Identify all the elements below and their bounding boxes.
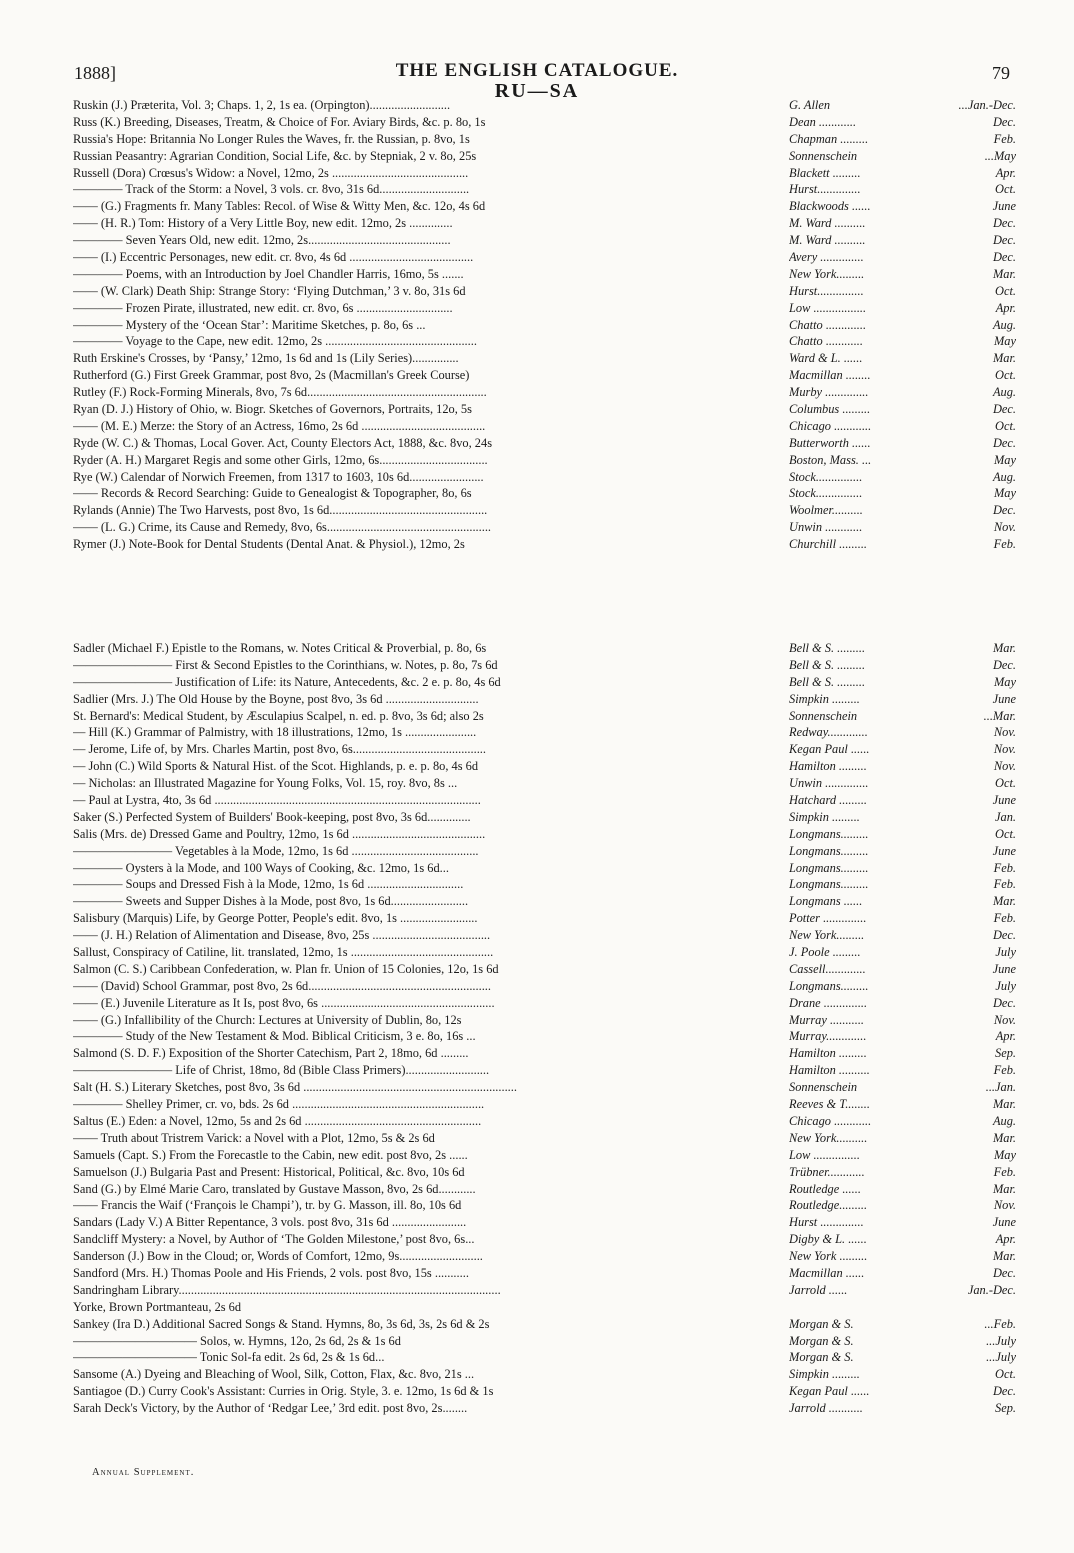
entry-title: Russian Peasantry: Agrarian Condition, Social Life, &c. by Stepniak, 2 v. 8o, 25s bbox=[73, 148, 477, 163]
entry-publisher: Blackett ......... bbox=[789, 165, 861, 180]
entry-title: ———— Poems, with an Introduction by Joel Chandler Harris, 16mo, 5s ....... bbox=[73, 266, 464, 281]
entry-title: —— (W. Clark) Death Ship: Strange Story: ‘Flying Dutchman,’ 3 v. 8o, 31s 6d bbox=[73, 283, 466, 298]
entry-date: June bbox=[992, 691, 1016, 706]
entry-title: —— (I.) Eccentric Personages, new edit. cr. 8vo, 4s 6d ........................................ bbox=[73, 250, 474, 265]
entry-title: — Hill (K.) Grammar of Palmistry, with 18 illustrations, 12mo, 1s ....................... bbox=[73, 725, 477, 740]
entry-date: May bbox=[993, 674, 1016, 689]
entry-date: Feb. bbox=[993, 131, 1016, 146]
entry-title: Salisbury (Marquis) Life, by George Potter, People's edit. 8vo, 1s ......................... bbox=[73, 911, 478, 926]
catalogue-entry bbox=[73, 1147, 1018, 1164]
entry-publisher: Blackwoods ...... bbox=[789, 199, 871, 214]
entry-publisher: Stock............... bbox=[789, 469, 863, 484]
entry-publisher: Avery .............. bbox=[789, 250, 864, 265]
entry-title: —— (David) School Grammar, post 8vo, 2s 6d........................................................... bbox=[73, 978, 492, 993]
entry-title: St. Bernard's: Medical Student, by Æsculapius Scalpel, n. ed. p. 8vo, 3s 6d; also 2s bbox=[73, 708, 484, 723]
entry-date: Dec. bbox=[992, 1384, 1016, 1399]
entry-date: Oct. bbox=[995, 182, 1016, 197]
catalogue-entry bbox=[73, 741, 1018, 758]
entry-title: Ryde (W. C.) & Thomas, Local Gover. Act, County Electors Act, 1888, &c. 8vo, 24s bbox=[73, 435, 493, 450]
catalogue-entry bbox=[73, 536, 1018, 553]
catalogue-entry bbox=[73, 961, 1018, 978]
entry-date: Oct. bbox=[995, 776, 1016, 791]
entry-publisher: Murray............. bbox=[789, 1029, 867, 1044]
entry-title: Sandcliff Mystery: a Novel, by Author of ‘The Golden Milestone,’ post 8vo, 6s... bbox=[73, 1232, 475, 1247]
entry-date: Sep. bbox=[995, 1401, 1016, 1416]
entry-date: ...Jan. bbox=[985, 1080, 1016, 1095]
entry-publisher: Longmans......... bbox=[789, 843, 869, 858]
catalogue-entry bbox=[73, 469, 1018, 486]
catalogue-entry bbox=[73, 367, 1018, 384]
entry-title: Samuels (Capt. S.) From the Forecastle to the Cabin, new edit. post 8vo, 2s ...... bbox=[73, 1147, 468, 1162]
entry-publisher: Hamilton ......... bbox=[789, 1046, 867, 1061]
entry-publisher: Sonnenschein bbox=[789, 1080, 858, 1095]
entry-title: Salis (Mrs. de) Dressed Game and Poultry, 12mo, 1s 6d ........................................... bbox=[73, 826, 486, 841]
entry-date: Mar. bbox=[992, 1249, 1016, 1264]
entry-title: —— (M. E.) Merze: the Story of an Actress, 16mo, 2s 6d ........................................ bbox=[73, 418, 486, 433]
entry-publisher: Morgan & S. bbox=[789, 1333, 854, 1348]
entry-publisher: Columbus ......... bbox=[789, 402, 871, 417]
catalogue-entry bbox=[73, 1062, 1018, 1079]
catalogue-entry bbox=[73, 860, 1018, 877]
catalogue-entry bbox=[73, 333, 1018, 350]
entry-publisher: Simpkin ......... bbox=[789, 809, 860, 824]
entry-date: Feb. bbox=[993, 911, 1016, 926]
entry-title: Sadlier (Mrs. J.) The Old House by the Boyne, post 8vo, 3s 6d .............................. bbox=[73, 691, 479, 706]
catalogue-entry bbox=[73, 97, 1018, 114]
entry-date: July bbox=[995, 978, 1016, 993]
page-number: 79 bbox=[992, 63, 1010, 83]
entry-date: Nov. bbox=[993, 520, 1016, 535]
entry-publisher: Macmillan ........ bbox=[789, 368, 871, 383]
entry-title: Sandars (Lady V.) A Bitter Repentance, 3 vols. post 8vo, 31s 6d ........................ bbox=[73, 1215, 467, 1230]
catalogue-entry bbox=[73, 384, 1018, 401]
entry-date: Nov. bbox=[993, 725, 1016, 740]
entry-publisher: Sonnenschein bbox=[789, 148, 858, 163]
catalogue-entry bbox=[73, 1231, 1018, 1248]
entry-title: ———— Soups and Dressed Fish à la Mode, 12mo, 1s 6d ............................... bbox=[73, 877, 464, 892]
catalogue-entry bbox=[73, 1028, 1018, 1045]
entry-publisher: Bell & S. ......... bbox=[789, 657, 866, 672]
entry-date: Aug. bbox=[992, 317, 1016, 332]
catalogue-entry bbox=[73, 1349, 1018, 1366]
catalogue-entry bbox=[73, 640, 1018, 657]
entry-publisher: Churchill ......... bbox=[789, 537, 868, 552]
catalogue-entry bbox=[73, 283, 1018, 300]
entry-title: —— (G.) Infallibility of the Church: Lectures at University of Dublin, 8o, 12s bbox=[73, 1012, 462, 1027]
entry-title: ———— Voyage to the Cape, new edit. 12mo, 2s ................................................. bbox=[73, 334, 477, 349]
entry-publisher: Macmillan ...... bbox=[789, 1265, 865, 1280]
entry-title: Salmon (C. S.) Caribbean Confederation, w. Plan fr. Union of 15 Colonies, 12o, 1s 6d bbox=[73, 961, 499, 976]
entry-date: Oct. bbox=[995, 418, 1016, 433]
catalogue-entry bbox=[73, 198, 1018, 215]
entry-title: ———— Mystery of the ‘Ocean Star’: Maritime Sketches, p. 8o, 6s ... bbox=[73, 317, 426, 332]
entry-title: — Paul at Lystra, 4to, 3s 6d ...................................................................................... bbox=[73, 793, 481, 808]
entry-title: ———— Study of the New Testament & Mod. Biblical Criticism, 3 e. 8o, 16s ... bbox=[73, 1029, 476, 1044]
entry-publisher: Chatto ............ bbox=[789, 334, 864, 349]
entry-publisher: Hurst.............. bbox=[789, 182, 861, 197]
entry-title: Samuelson (J.) Bulgaria Past and Present: Historical, Political, &c. 8vo, 10s 6d bbox=[73, 1164, 465, 1179]
entry-title: Sallust, Conspiracy of Catiline, lit. translated, 12mo, 1s .............................................. bbox=[73, 945, 494, 960]
entry-date: Dec. bbox=[992, 435, 1016, 450]
entry-publisher: G. Allen bbox=[789, 98, 831, 112]
entry-publisher: Stock............... bbox=[789, 486, 863, 501]
entry-title: Sansome (A.) Dyeing and Bleaching of Wool, Silk, Cotton, Flax, &c. 8vo, 21s ... bbox=[73, 1367, 475, 1382]
catalogue-entry bbox=[73, 1366, 1018, 1383]
entry-publisher: Simpkin ......... bbox=[789, 691, 860, 706]
entry-date: Dec. bbox=[992, 114, 1016, 129]
entry-date: Nov. bbox=[993, 742, 1016, 757]
entry-title: Sandford (Mrs. H.) Thomas Poole and His Friends, 2 vols. post 8vo, 15s ........... bbox=[73, 1265, 469, 1280]
catalogue-entry bbox=[73, 1113, 1018, 1130]
entry-date: Mar. bbox=[992, 641, 1016, 655]
catalogue-entry bbox=[73, 927, 1018, 944]
entry-publisher: Bell & S. ......... bbox=[789, 641, 866, 655]
entry-publisher: Dean ............ bbox=[789, 114, 857, 129]
entry-title: Sanderson (J.) Bow in the Cloud; or, Words of Comfort, 12mo, 9s........................... bbox=[73, 1249, 483, 1264]
entry-date: Apr. bbox=[995, 1232, 1016, 1247]
catalogue-entry bbox=[73, 452, 1018, 469]
catalogue-entry bbox=[73, 300, 1018, 317]
entry-date: Mar. bbox=[992, 1181, 1016, 1196]
catalogue-entry bbox=[73, 1265, 1018, 1282]
entry-publisher: Chapman ......... bbox=[789, 131, 869, 146]
catalogue-entry bbox=[73, 657, 1018, 674]
entry-publisher: Sonnenschein bbox=[789, 708, 858, 723]
entry-publisher: Digby & L. ...... bbox=[789, 1232, 867, 1247]
entry-title: Rymer (J.) Note-Book for Dental Students (Dental Anat. & Physiol.), 12mo, 2s bbox=[73, 537, 465, 552]
entry-title: Rutley (F.) Rock-Forming Minerals, 8vo, 7s 6d.......................................................... bbox=[73, 385, 487, 400]
entry-title: Ryder (A. H.) Margaret Regis and some other Girls, 12mo, 6s................................... bbox=[73, 452, 488, 467]
catalogue-entry bbox=[73, 215, 1018, 232]
entry-date: ...May bbox=[984, 148, 1016, 163]
catalogue-entry bbox=[73, 1383, 1018, 1400]
entry-date: Apr. bbox=[995, 1029, 1016, 1044]
entry-title: Sand (G.) by Elmé Marie Caro, translated by Gustave Masson, 8vo, 2s 6d............ bbox=[73, 1181, 476, 1196]
entry-date: Feb. bbox=[993, 1164, 1016, 1179]
header-title: THE ENGLISH CATALOGUE. bbox=[395, 60, 679, 81]
footer-note: Annual Supplement. bbox=[92, 1467, 195, 1478]
catalogue-entry bbox=[73, 978, 1018, 995]
entry-title: Yorke, Brown Portmanteau, 2s 6d bbox=[73, 1299, 242, 1314]
catalogue-entry bbox=[73, 995, 1018, 1012]
entry-title: —————————— Tonic Sol-fa edit. 2s 6d, 2s & 1s 6d... bbox=[73, 1350, 385, 1365]
entry-publisher: Ward & L. ...... bbox=[789, 351, 863, 366]
entry-title: Sankey (Ira D.) Additional Sacred Songs & Stand. Hymns, 8o, 3s 6d, 3s, 2s 6d & 2s bbox=[73, 1316, 490, 1331]
entry-date: ...Feb. bbox=[984, 1316, 1016, 1331]
catalogue-entry bbox=[73, 843, 1018, 860]
entry-publisher: New York ......... bbox=[789, 1249, 868, 1264]
entry-publisher: Unwin .............. bbox=[789, 776, 869, 791]
catalogue-entry bbox=[73, 826, 1018, 843]
entry-date: Aug. bbox=[992, 1113, 1016, 1128]
entry-date: Nov. bbox=[993, 1198, 1016, 1213]
entry-date: Nov. bbox=[993, 1012, 1016, 1027]
catalogue-entry bbox=[73, 232, 1018, 249]
entry-title: —— (G.) Fragments fr. Many Tables: Recol. of Wise & Witty Men, &c. 12o, 4s 6d bbox=[73, 199, 486, 214]
catalogue-entry bbox=[73, 1130, 1018, 1147]
entry-date: Mar. bbox=[992, 266, 1016, 281]
catalogue-entry bbox=[73, 1096, 1018, 1113]
entry-date: Dec. bbox=[992, 995, 1016, 1010]
catalogue-entry bbox=[73, 1400, 1018, 1417]
entry-publisher: Low ................. bbox=[789, 300, 867, 315]
catalogue-entry bbox=[73, 691, 1018, 708]
entry-publisher: Hurst............... bbox=[789, 283, 864, 298]
entry-publisher: Trübner............ bbox=[789, 1164, 865, 1179]
catalogue-entry bbox=[73, 418, 1018, 435]
entry-title: Saltus (E.) Eden: a Novel, 12mo, 5s and 2s 6d ......................................................... bbox=[73, 1113, 482, 1128]
entry-publisher: Chicago ............ bbox=[789, 418, 872, 433]
entry-date: ...Mar. bbox=[983, 708, 1016, 723]
catalogue-entry bbox=[73, 910, 1018, 927]
entry-title: —————————— Solos, w. Hymns, 12o, 2s 6d, 2s & 1s 6d bbox=[73, 1333, 401, 1348]
entry-date: ...July bbox=[986, 1333, 1016, 1348]
entry-title: Sarah Deck's Victory, by the Author of ‘Redgar Lee,’ 3rd edit. post 8vo, 2s........ bbox=[73, 1401, 468, 1416]
entry-title: —— Records & Record Searching: Guide to Genealogist & Topographer, 8o, 6s bbox=[73, 486, 472, 501]
entry-date: Oct. bbox=[995, 1367, 1016, 1382]
entry-date: Mar. bbox=[992, 1130, 1016, 1145]
entry-title: —— (E.) Juvenile Literature as It Is, post 8vo, 6s ........................................................ bbox=[73, 995, 495, 1010]
entry-date: Dec. bbox=[992, 503, 1016, 518]
entry-date: Feb. bbox=[993, 537, 1016, 552]
entry-publisher: Jarrold ...... bbox=[789, 1282, 848, 1297]
entry-date: June bbox=[992, 843, 1016, 858]
entry-publisher: Low ............... bbox=[789, 1147, 860, 1162]
catalogue-entry bbox=[73, 792, 1018, 809]
entry-publisher: Kegan Paul ...... bbox=[789, 1384, 870, 1399]
catalogue-entry bbox=[73, 317, 1018, 334]
entry-publisher: Boston, Mass. ... bbox=[789, 452, 872, 467]
catalogue-entry bbox=[73, 266, 1018, 283]
catalogue-entry bbox=[73, 1079, 1018, 1096]
entry-publisher: Drane .............. bbox=[789, 995, 868, 1010]
entry-date: Mar. bbox=[992, 894, 1016, 909]
entries-bottom bbox=[73, 640, 1018, 1417]
entry-publisher: M. Ward .......... bbox=[789, 216, 866, 231]
entry-date: May bbox=[993, 452, 1016, 467]
entry-date: Dec. bbox=[992, 1265, 1016, 1280]
entry-date: Dec. bbox=[992, 233, 1016, 248]
entry-date: ...July bbox=[986, 1350, 1016, 1365]
entry-title: ———— Seven Years Old, new edit. 12mo, 2s.............................................. bbox=[73, 233, 451, 248]
section-heading: RU—SA bbox=[494, 80, 580, 102]
entry-date: Dec. bbox=[992, 216, 1016, 231]
entry-title: ———————— Life of Christ, 18mo, 8d (Bible Class Primers)........................... bbox=[73, 1063, 490, 1078]
entries-top bbox=[73, 97, 1018, 553]
entry-title: ———————— Vegetables à la Mode, 12mo, 1s 6d ......................................... bbox=[73, 843, 479, 858]
entry-publisher: Unwin ............ bbox=[789, 520, 863, 535]
entry-publisher: Hurst .............. bbox=[789, 1215, 864, 1230]
entry-title: Saker (S.) Perfected System of Builders' Book-keeping, post 8vo, 3s 6d.............. bbox=[73, 809, 471, 824]
entry-date: May bbox=[993, 1147, 1016, 1162]
catalogue-entry bbox=[73, 1012, 1018, 1029]
entry-title: —— (H. R.) Tom: History of a Very Little Boy, new edit. 12mo, 2s .............. bbox=[73, 216, 453, 231]
entry-title: — John (C.) Wild Sports & Natural Hist. of the Scot. Highlands, p. e. p. 8o, 4s 6d bbox=[73, 759, 479, 774]
entry-publisher: M. Ward .......... bbox=[789, 233, 866, 248]
catalogue-entry bbox=[73, 1248, 1018, 1265]
entry-date: June bbox=[992, 961, 1016, 976]
catalogue-entry bbox=[73, 519, 1018, 536]
entry-publisher: Routledge......... bbox=[789, 1198, 868, 1213]
entry-publisher: Redway............. bbox=[789, 725, 868, 740]
catalogue-entry bbox=[73, 893, 1018, 910]
entry-publisher: Potter .............. bbox=[789, 911, 867, 926]
entry-title: —— Francis the Waif (‘François le Champi’), tr. by G. Masson, ill. 8o, 10s 6d bbox=[73, 1198, 462, 1213]
entry-publisher: Butterworth ...... bbox=[789, 435, 871, 450]
catalogue-entry bbox=[73, 350, 1018, 367]
entry-date: Oct. bbox=[995, 283, 1016, 298]
entry-title: Ruth Erskine's Crosses, by ‘Pansy,’ 12mo, 1s 6d and 1s (Lily Series)............... bbox=[73, 351, 459, 366]
entry-date: Feb. bbox=[993, 860, 1016, 875]
entry-title: Salt (H. S.) Literary Sketches, post 8vo, 3s 6d ..................................................................... bbox=[73, 1080, 517, 1095]
entry-date: Apr. bbox=[995, 300, 1016, 315]
catalogue-entry bbox=[73, 1164, 1018, 1181]
entry-title: Salmond (S. D. F.) Exposition of the Shorter Catechism, Part 2, 18mo, 6d ......... bbox=[73, 1046, 469, 1061]
entry-date: June bbox=[992, 793, 1016, 808]
entry-publisher: Murray ........... bbox=[789, 1012, 865, 1027]
entry-date: Feb. bbox=[993, 877, 1016, 892]
entry-publisher: Longmans ...... bbox=[789, 894, 863, 909]
entry-publisher: Chatto ............. bbox=[789, 317, 867, 332]
entry-date: Dec. bbox=[992, 928, 1016, 943]
entry-title: Russ (K.) Breeding, Diseases, Treatm, & Choice of For. Aviary Birds, &c. p. 8o, 1s bbox=[73, 114, 486, 129]
entry-title: Russia's Hope: Britannia No Longer Rules the Waves, fr. the Russian, p. 8vo, 1s bbox=[73, 131, 470, 146]
catalogue-entry bbox=[73, 148, 1018, 165]
entry-date: Mar. bbox=[992, 1097, 1016, 1112]
entry-date: May bbox=[993, 334, 1016, 349]
entry-date: Apr. bbox=[995, 165, 1016, 180]
catalogue-entry bbox=[73, 876, 1018, 893]
entry-publisher: New York......... bbox=[789, 266, 865, 281]
entry-date: Jan. bbox=[995, 809, 1016, 824]
entry-publisher: Reeves & T........ bbox=[789, 1097, 870, 1112]
entry-title: ———— Track of the Storm: a Novel, 3 vols. cr. 8vo, 31s 6d............................. bbox=[73, 182, 470, 197]
entry-publisher: Cassell............. bbox=[789, 961, 866, 976]
entry-date: ...Jan.-Dec. bbox=[958, 98, 1016, 112]
entry-title: — Jerome, Life of, by Mrs. Charles Martin, post 8vo, 6s........................................... bbox=[73, 742, 486, 757]
entry-publisher: Hamilton .......... bbox=[789, 1063, 870, 1078]
entry-date: June bbox=[992, 1215, 1016, 1230]
entry-date: Jan.-Dec. bbox=[967, 1282, 1016, 1297]
entry-date: June bbox=[992, 199, 1016, 214]
entry-title: Santiagoe (D.) Curry Cook's Assistant: Curries in Orig. Style, 3. e. 12mo, 1s 6d & 1s bbox=[73, 1384, 494, 1399]
entry-date: July bbox=[995, 945, 1016, 960]
entry-title: Rylands (Annie) The Two Harvests, post 8vo, 1s 6d................................................... bbox=[73, 503, 488, 518]
entry-title: Ruskin (J.) Præterita, Vol. 3; Chaps. 1, 2, 1s ea. (Orpington).......................... bbox=[73, 98, 451, 112]
entry-title: Rutherford (G.) First Greek Grammar, post 8vo, 2s (Macmillan's Greek Course) bbox=[73, 368, 470, 383]
entry-date: Oct. bbox=[995, 826, 1016, 841]
entry-publisher: Kegan Paul ...... bbox=[789, 742, 870, 757]
entry-publisher: Hamilton ......... bbox=[789, 759, 867, 774]
entry-publisher: New York......... bbox=[789, 928, 865, 943]
catalogue-entry bbox=[73, 1181, 1018, 1198]
entry-date: Sep. bbox=[995, 1046, 1016, 1061]
entry-publisher: Bell & S. ......... bbox=[789, 674, 866, 689]
entry-title: ———— Oysters à la Mode, and 100 Ways of Cooking, &c. 12mo, 1s 6d... bbox=[73, 860, 449, 875]
entry-title: —— Truth about Tristrem Varick: a Novel with a Plot, 12mo, 5s & 2s 6d bbox=[73, 1130, 435, 1145]
entry-title: ———— Shelley Primer, cr. vo, bds. 2s 6d .............................................................. bbox=[73, 1097, 485, 1112]
entry-title: ———— Frozen Pirate, illustrated, new edit. cr. 8vo, 6s ............................... bbox=[73, 300, 453, 315]
catalogue-entry bbox=[73, 249, 1018, 266]
catalogue-entry bbox=[73, 114, 1018, 131]
catalogue-entry bbox=[73, 1316, 1018, 1333]
entry-title: ———————— Justification of Life: its Nature, Antecedents, &c. 2 e. p. 8o, 4s 6d bbox=[73, 674, 501, 689]
entry-publisher: Hatchard ......... bbox=[789, 793, 868, 808]
entry-publisher: J. Poole ......... bbox=[789, 945, 861, 960]
entry-publisher: Jarrold ........... bbox=[789, 1401, 863, 1416]
catalogue-entry bbox=[73, 775, 1018, 792]
entry-date: Feb. bbox=[993, 1063, 1016, 1078]
entry-title: — Nicholas: an Illustrated Magazine for Young Folks, Vol. 15, roy. 8vo, 8s ... bbox=[73, 776, 458, 791]
entry-date: Aug. bbox=[992, 469, 1016, 484]
entry-publisher: Longmans......... bbox=[789, 877, 869, 892]
catalogue-entry bbox=[73, 809, 1018, 826]
entry-title: Ryan (D. J.) History of Ohio, w. Biogr. Sketches of Governors, Portraits, 12o, 5s bbox=[73, 402, 472, 417]
catalogue-entry bbox=[73, 1333, 1018, 1350]
entry-publisher: Longmans......... bbox=[789, 860, 869, 875]
header-year: 1888] bbox=[74, 63, 116, 83]
entry-date: Dec. bbox=[992, 250, 1016, 265]
catalogue-entry bbox=[73, 724, 1018, 741]
catalogue-entry bbox=[73, 1282, 1018, 1299]
entry-title: Sadler (Michael F.) Epistle to the Romans, w. Notes Critical & Proverbial, p. 8o, 6s bbox=[73, 641, 487, 655]
entry-date: Dec. bbox=[992, 657, 1016, 672]
entry-title: —— (J. H.) Relation of Alimentation and Disease, 8vo, 25s ...................................... bbox=[73, 928, 491, 943]
entry-title: ———————— First & Second Epistles to the Corinthians, w. Notes, p. 8o, 7s 6d bbox=[73, 657, 498, 672]
catalogue-entry bbox=[73, 165, 1018, 182]
catalogue-entry bbox=[73, 758, 1018, 775]
entry-publisher: Longmans......... bbox=[789, 826, 869, 841]
catalogue-entry bbox=[73, 181, 1018, 198]
entry-title: Rye (W.) Calendar of Norwich Freemen, from 1317 to 1603, 10s 6d........................ bbox=[73, 469, 484, 484]
entry-publisher: Morgan & S. bbox=[789, 1316, 854, 1331]
catalogue-entry bbox=[73, 502, 1018, 519]
entry-publisher: Murby .............. bbox=[789, 385, 869, 400]
entry-publisher: Routledge ...... bbox=[789, 1181, 861, 1196]
entry-title: —— (L. G.) Crime, its Cause and Remedy, 8vo, 6s..................................................... bbox=[73, 520, 492, 535]
catalogue-entry bbox=[73, 1214, 1018, 1231]
entry-publisher: Morgan & S. bbox=[789, 1350, 854, 1365]
catalogue-entry bbox=[73, 944, 1018, 961]
entry-title: Sandringham Library........................................................................................................ bbox=[73, 1282, 501, 1297]
entry-publisher: Longmans......... bbox=[789, 978, 869, 993]
entry-date: Dec. bbox=[992, 402, 1016, 417]
entry-title: ———— Sweets and Supper Dishes à la Mode, post 8vo, 1s 6d......................... bbox=[73, 894, 469, 909]
catalogue-entry bbox=[73, 401, 1018, 418]
entry-publisher: Woolmer.......... bbox=[789, 503, 863, 518]
entry-date: Oct. bbox=[995, 368, 1016, 383]
entry-publisher: New York.......... bbox=[789, 1130, 868, 1145]
entry-date: Aug. bbox=[992, 385, 1016, 400]
catalogue-entry bbox=[73, 674, 1018, 691]
catalogue-entry bbox=[73, 1299, 1018, 1316]
entry-date: May bbox=[993, 486, 1016, 501]
catalogue-entry bbox=[73, 708, 1018, 725]
catalogue-entry bbox=[73, 131, 1018, 148]
entry-title: Russell (Dora) Crœsus's Widow: a Novel, 12mo, 2s ............................................ bbox=[73, 165, 469, 180]
entry-date: Mar. bbox=[992, 351, 1016, 366]
entry-publisher: Simpkin ......... bbox=[789, 1367, 860, 1382]
catalogue-entry bbox=[73, 1197, 1018, 1214]
catalogue-entry bbox=[73, 1045, 1018, 1062]
catalogue-entry bbox=[73, 435, 1018, 452]
catalogue-entry bbox=[73, 485, 1018, 502]
entry-date: Nov. bbox=[993, 759, 1016, 774]
entry-publisher: Chicago ............ bbox=[789, 1113, 872, 1128]
